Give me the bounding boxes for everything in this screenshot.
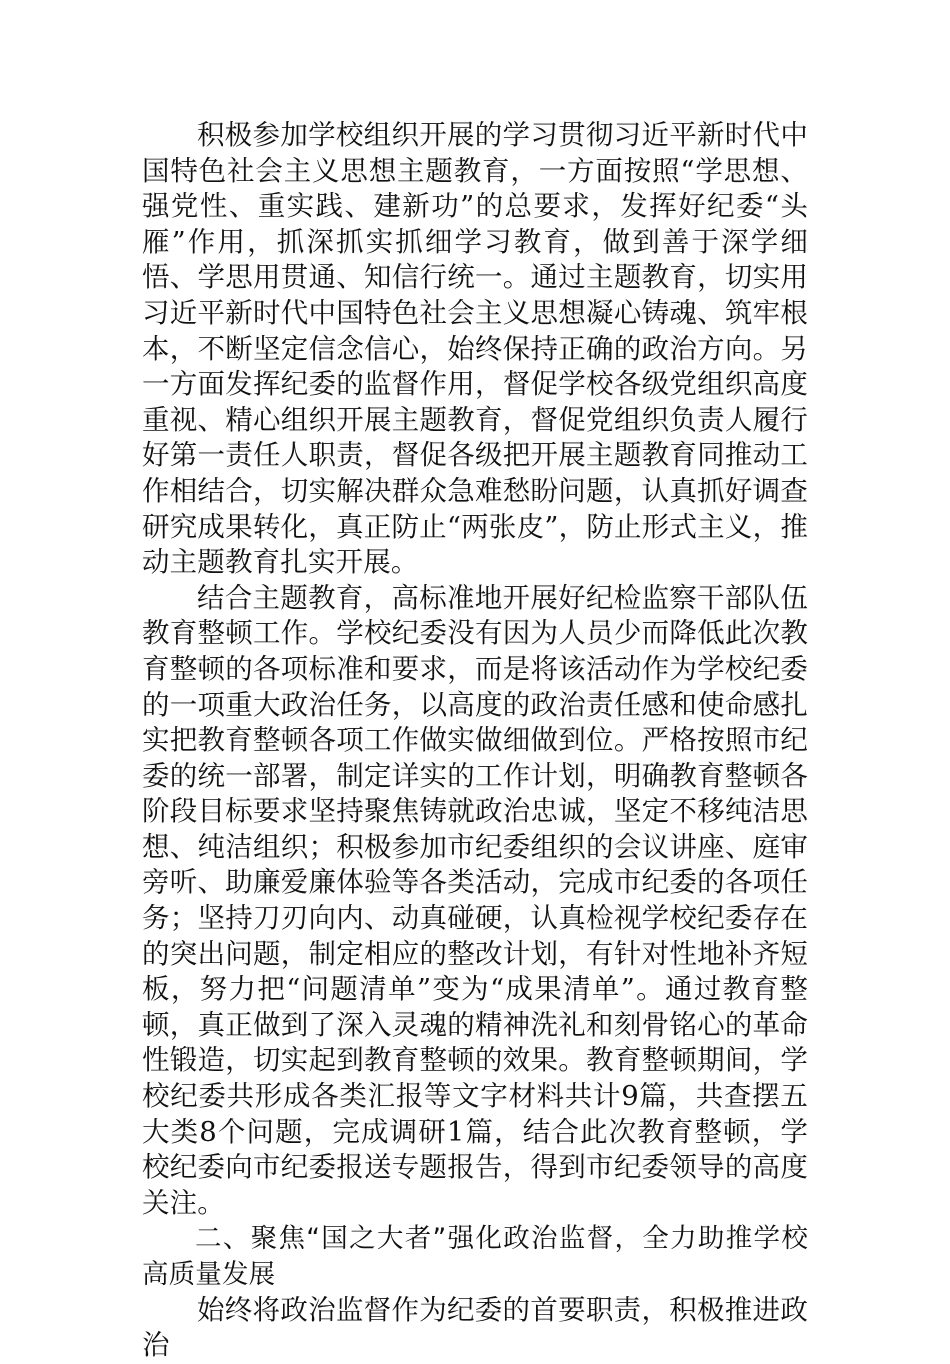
document-body bbox=[142, 118, 808, 1364]
section-heading-political-supervision: 二、聚焦“国之大者”强化政治监督，全力助推学校高质量发展 bbox=[142, 1223, 808, 1290]
paragraph-education-rectification: 结合主题教育，高标准地开展好纪检监察干部队伍教育整顿工作。学校纪委没有因为人员少而降低此次教育整顿的各项标准和要求，而是将该活动作为学校纪委的一项重大政治任务，以高度的政治责任感和使命感扎实把教育整顿各项工作做实做细做到位。严格按照市纪委的统一部署，制定详实的工作计划，明确教育整顿各阶段目标要求坚持聚焦铸就政治忠诚，坚定不移纯洁思想、纯洁组织；积极参加市纪委组织的会议讲座、庭审旁听、助廉爱廉体验等各类活动，完成市纪委的各项任务；坚持刀刃向内、动真碰硬，认真检视学校纪委存在的突出问题，制定相应的整改计划，有针对性地补齐短板，努力把“问题清单”变为“成果清单”。通过教育整顿，真正做到了深入灵魂的精神洗礼和刻骨铭心的革命性锻造，切实起到教育整顿的效果。教育整顿期间，学校纪委共形成各类汇报等文字材料共计9篇，共查摆五大类8个问题，完成调研1篇，结合此次教育整顿，学校纪委向市纪委报送专题报告，得到市纪委领导的高度关注。 bbox=[142, 581, 808, 1219]
paragraph-political-supervision: 始终将政治监督作为纪委的首要职责，积极推进政治 bbox=[142, 1293, 808, 1362]
paragraph-theme-education: 积极参加学校组织开展的学习贯彻习近平新时代中国特色社会主义思想主题教育，一方面按照“学思想、强党性、重实践、建新功”的总要求，发挥好纪委“头雁”作用，抓深抓实抓细学习教育，做到善于深学细悟、学思用贯通、知信行统一。通过主题教育，切实用习近平新时代中国特色社会主义思想凝心铸魂、筑牢根本，不断坚定信念信心，始终保持正确的政治方向。另一方面发挥纪委的监督作用，督促学校各级党组织高度重视、精心组织开展主题教育，督促党组织负责人履行好第一责任人职责，督促各级把开展主题教育同推动工作相结合，切实解决群众急难愁盼问题，认真抓好调查研究成果转化，真正防止“两张皮”，防止形式主义，推动主题教育扎实开展。 bbox=[142, 119, 808, 579]
